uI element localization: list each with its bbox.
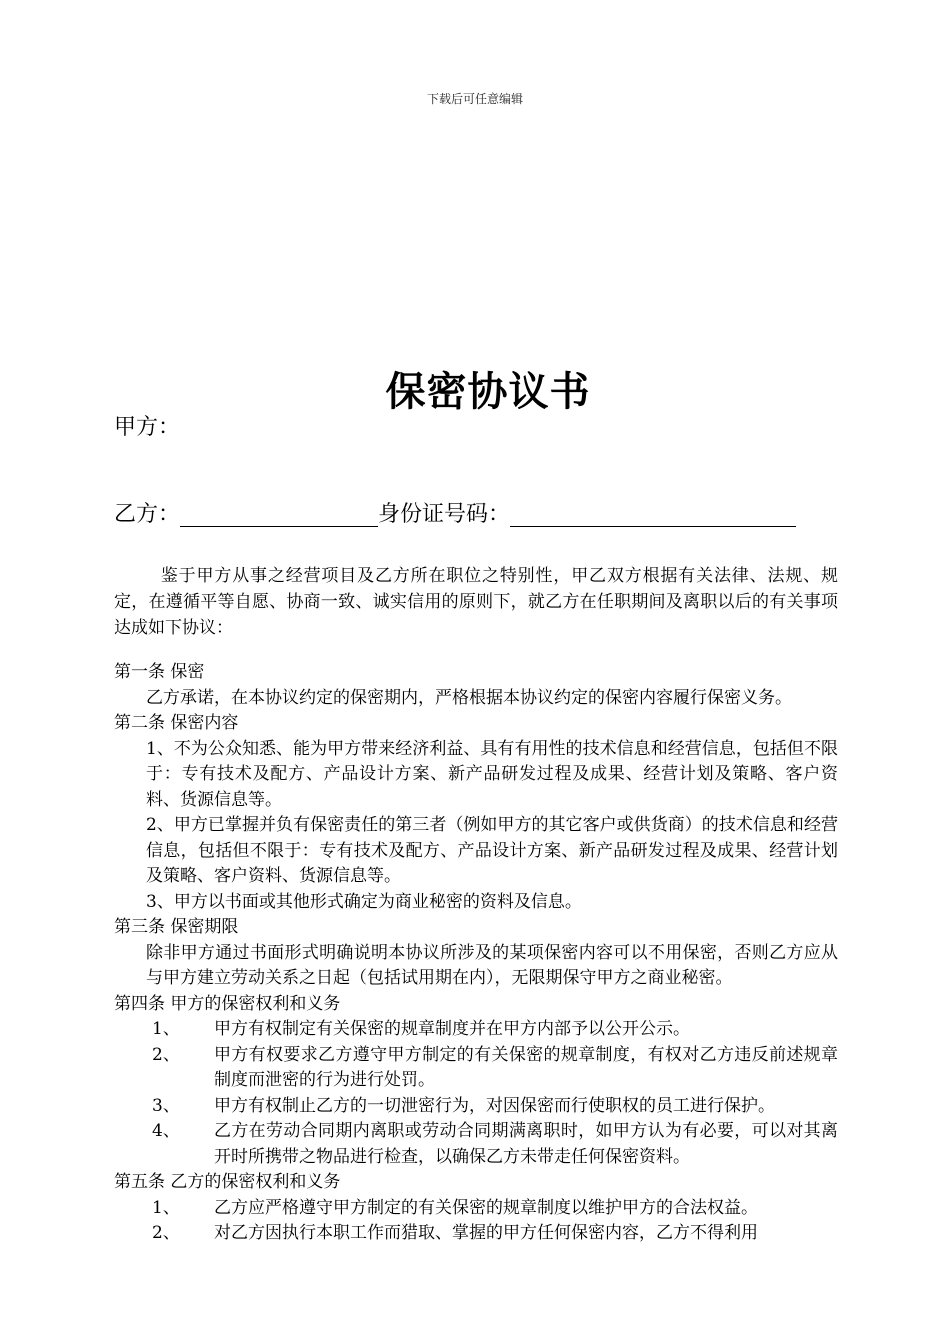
- item-number: 2、: [152, 1223, 180, 1243]
- item-text: 甲方有权要求乙方遵守甲方制定的有关保密的规章制度，有权对乙方违反前述规章制度而泄密的行为进行处罚。: [214, 1044, 838, 1090]
- item-text: 甲方有权制定有关保密的规章制度并在甲方内部予以公开公示。: [214, 1019, 690, 1039]
- document-title: 保密协议书: [385, 368, 591, 415]
- preamble: [114, 563, 838, 641]
- article-paragraph: 除非甲方通过书面形式明确说明本协议所涉及的某项保密内容可以不用保密，否则乙方应从与甲方建立劳动关系之日起（包括试用期在内），无限期保守甲方之商业秘密。: [146, 942, 838, 988]
- party-a-line: [114, 410, 180, 441]
- item-text: 乙方在劳动合同期内离职或劳动合同期满离职时，如甲方认为有必要，可以对其离开时所携带之物品进行检查，以确保乙方未带走任何保密资料。: [214, 1121, 838, 1167]
- numbered-item: [152, 1017, 838, 1043]
- article-paragraph: 2、甲方已掌握并负有保密责任的第三者（例如甲方的其它客户或供货商）的技术信息和经营信息，包括但不限于：专有技术及配方、产品设计方案、新产品研发过程及成果、经营计划及策略、客户资料、货源信息等。: [146, 815, 838, 886]
- preamble-text: 鉴于甲方从事之经营项目及乙方所在职位之特别性，甲乙双方根据有关法律、法规、规定，在遵循平等自愿、协商一致、诚实信用的原则下，就乙方在任职期间及离职以后的有关事项达成如下协议：: [114, 566, 838, 638]
- item-number: 3、: [152, 1095, 180, 1116]
- id-number-blank[interactable]: [510, 504, 796, 527]
- header-note: 下载后可任意编辑: [426, 92, 523, 106]
- article-title: 第四条 甲方的保密权利和义务: [114, 993, 341, 1014]
- item-number: 2、: [152, 1044, 180, 1065]
- item-number: 1、: [152, 1197, 180, 1218]
- articles-body: [114, 660, 838, 1247]
- party-b-name-blank[interactable]: [180, 504, 378, 527]
- numbered-item: [152, 1094, 838, 1120]
- article-paragraph: 乙方承诺，在本协议约定的保密期内，严格根据本协议约定的保密内容履行保密义务。: [146, 687, 792, 708]
- article-paragraph: 3、甲方以书面或其他形式确定为商业秘密的资料及信息。: [146, 891, 582, 912]
- numbered-item: [152, 1119, 838, 1170]
- item-text: 乙方应严格遵守甲方制定的有关保密的规章制度以维护甲方的合法权益。: [214, 1197, 758, 1218]
- numbered-item: [152, 1221, 838, 1247]
- item-number: 4、: [152, 1121, 180, 1141]
- article-title: 第五条 乙方的保密权利和义务: [114, 1172, 341, 1192]
- article-title: 第三条 保密期限: [114, 917, 239, 937]
- item-number: 1、: [152, 1019, 180, 1039]
- numbered-item: [152, 1043, 838, 1094]
- article-title: 第一条 保密: [114, 662, 205, 682]
- id-number-label: 身份证号码：: [378, 502, 511, 527]
- party-b-line: [114, 497, 796, 528]
- numbered-item: [152, 1196, 838, 1222]
- item-text: 甲方有权制止乙方的一切泄密行为，对因保密而行使职权的员工进行保护。: [214, 1095, 775, 1116]
- party-a-label: 甲方：: [114, 415, 181, 440]
- item-text: 对乙方因执行本职工作而猎取、掌握的甲方任何保密内容，乙方不得利用: [214, 1223, 758, 1243]
- article-paragraph: 1、不为公众知悉、能为甲方带来经济利益、具有有用性的技术信息和经营信息，包括但不限于：专有技术及配方、产品设计方案、新产品研发过程及成果、经营计划及策略、客户资料、货源信息等。: [146, 738, 838, 810]
- article-title: 第二条 保密内容: [114, 713, 239, 733]
- party-b-label: 乙方：: [114, 502, 181, 527]
